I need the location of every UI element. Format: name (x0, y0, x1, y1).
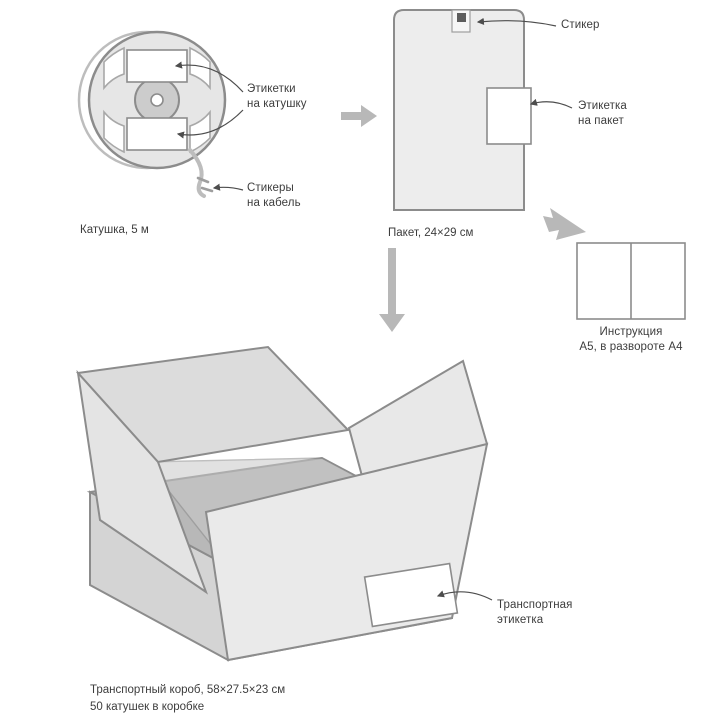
caption-bag: Пакет, 24×29 см (388, 227, 474, 239)
caption-reel: Катушка, 5 м (80, 224, 149, 236)
reel-graphic (79, 32, 243, 196)
label-bag-sticker: Стикер (561, 19, 600, 31)
label-shipping-label: Транспортная этикетка (497, 599, 573, 626)
bag-graphic (394, 10, 572, 210)
caption-box-quantity: 50 катушек в коробке (90, 701, 205, 713)
manual-graphic (543, 208, 685, 319)
arrow-reel-to-bag (341, 105, 377, 127)
box-graphic (78, 347, 492, 660)
caption-box-dimensions: Транспортный короб, 58×27.5×23 см (90, 684, 286, 696)
arrow-bag-to-box (379, 248, 405, 332)
label-cable-stickers: Стикеры на кабель (247, 182, 301, 209)
caption-manual: Инструкция А5, в развороте А4 (579, 326, 683, 353)
label-bag-label: Этикетка на пакет (578, 100, 627, 127)
label-reel-labels: Этикетки на катушку (247, 83, 307, 110)
